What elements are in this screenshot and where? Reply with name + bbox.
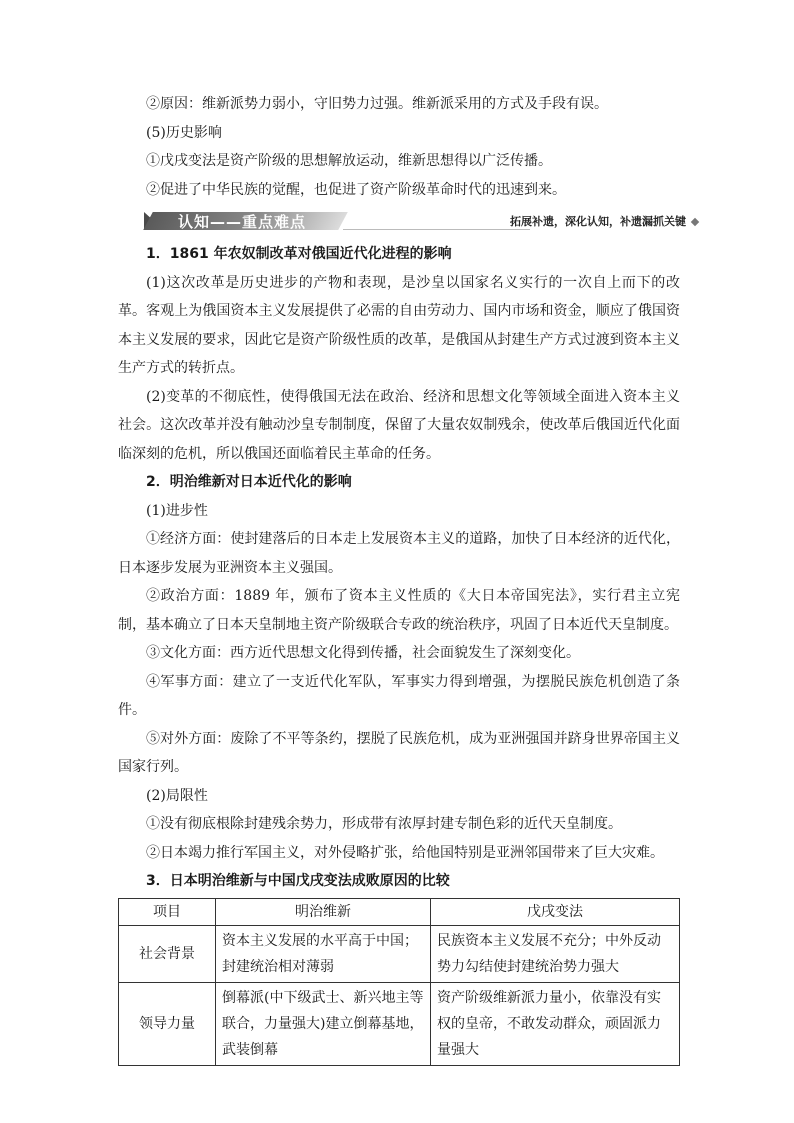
table-header-item: 项目 <box>119 898 216 925</box>
table-header-meiji: 明治维新 <box>216 898 431 925</box>
table-cell-meiji: 资本主义发展的水平高于中国；封建统治相对薄弱 <box>216 925 431 982</box>
comparison-table <box>118 898 680 1066</box>
limitation-title: (2)局限性 <box>146 787 208 804</box>
table-cell-meiji: 倒幕派(中下级武士、新兴地主等联合，力量强大)建立倒幕基地，武装倒幕 <box>216 982 431 1065</box>
diamond-icon <box>691 218 699 226</box>
banner-divider <box>343 229 530 230</box>
progress-point-3: ③文化方面：西方近代思想文化得到传播，社会面貌发生了深刻变化。 <box>146 645 580 661</box>
limitation-point-1: ①没有彻底根除封建残余势力，形成带有浓厚封建专制色彩的近代天皇制度。 <box>146 816 622 832</box>
banner-subtitle <box>510 213 698 229</box>
section-banner <box>118 206 686 236</box>
impact-point-2: ②促进了中华民族的觉醒，也促进了资产阶级革命时代的迅速到来。 <box>146 181 566 198</box>
banner-subtitle-text: 拓展补遗，深化认知，补遗漏抓关键 <box>510 215 686 228</box>
progress-point-4: ④军事方面：建立了一支近代化军队，军事实力得到增强，为摆脱民族危机创造了条件。 <box>118 673 680 718</box>
section-1-heading: 1．1861 年农奴制改革对俄国近代化进程的影响 <box>146 246 452 262</box>
document-page <box>118 90 686 1066</box>
reason-paragraph: ②原因：维新派势力弱小，守旧势力过强。维新派采用的方式及手段有误。 <box>146 96 608 112</box>
section-2-heading: 2．明治维新对日本近代化的影响 <box>146 474 352 490</box>
progress-title: (1)进步性 <box>146 502 208 519</box>
table-cell-wuxu: 民族资本主义发展不充分；中外反动势力勾结使封建统治势力强大 <box>431 925 680 982</box>
impact-point-1: ①戊戌变法是资产阶级的思想解放运动，维新思想得以广泛传播。 <box>146 153 552 169</box>
limitation-point-2: ②日本竭力推行军国主义，对外侵略扩张，给他国特别是亚洲邻国带来了巨大灾难。 <box>146 844 664 861</box>
table-cell-item: 领导力量 <box>119 982 216 1065</box>
impact-title: (5)历史影响 <box>146 124 222 141</box>
table-row <box>119 982 680 1065</box>
progress-point-1: ①经济方面：使封建落后的日本走上发展资本主义的道路，加快了日本经济的近代化，日本逐步发展为亚洲资本主义强国。 <box>118 531 680 576</box>
section-3-heading: 3．日本明治维新与中国戊戌变法成败原因的比较 <box>146 873 450 889</box>
progress-point-5: ⑤对外方面：废除了不平等条约，摆脱了民族危机，成为亚洲强国并跻身世界帝国主义国家行列。 <box>118 730 680 775</box>
section-1-paragraph-2: (2)变革的不彻底性，使得俄国无法在政治、经济和思想文化等领域全面进入资本主义社会。这次改革并没有触动沙皇专制制度，保留了大量农奴制残余，使改革后俄国近代化面临深刻的危机，所以俄国还面临着民主革命的任务。 <box>118 388 680 462</box>
progress-point-2: ②政治方面：1889 年，颁布了资本主义性质的《大日本帝国宪法》，实行君主立宪制，基本确立了日本天皇制地主资产阶级联合专政的统治秩序，巩固了日本近代天皇制度。 <box>118 588 680 633</box>
table-header-row <box>119 898 680 925</box>
table-row <box>119 925 680 982</box>
table-header-wuxu: 戊戌变法 <box>431 898 680 925</box>
table-cell-wuxu: 资产阶级维新派力量小，依靠没有实权的皇帝，不敢发动群众，顽固派力量强大 <box>431 982 680 1065</box>
table-cell-item: 社会背景 <box>119 925 216 982</box>
section-1-paragraph-1: (1)这次改革是历史进步的产物和表现，是沙皇以国家名义实行的一次自上而下的改革。客观上为俄国资本主义发展提供了必需的自由劳动力、国内市场和资金，顺应了俄国资本主义发展的要求，因此它是资产阶级性质的改革，是俄国从封建生产方式过渡到资本主义生产方式的转折点。 <box>118 274 680 376</box>
banner-title: 认知——重点难点 <box>178 213 307 231</box>
